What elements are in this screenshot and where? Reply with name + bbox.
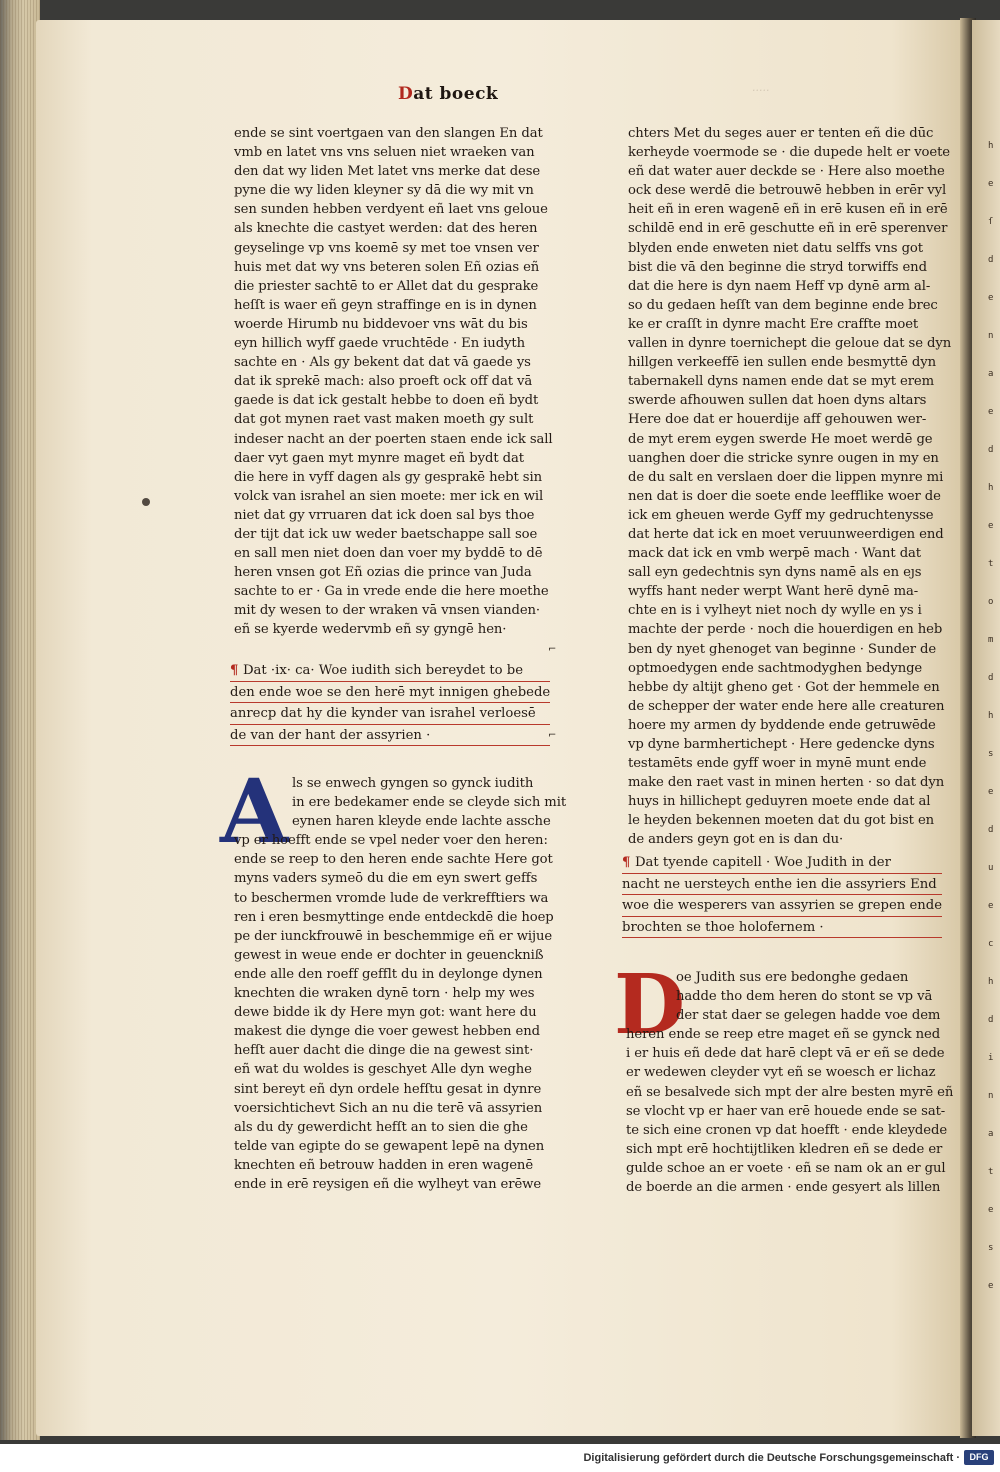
text-line: huys in hillichept geduyren moete ende dat al: [628, 794, 931, 810]
text-line: brochten se thoe holofernem ·: [622, 917, 942, 939]
next-page-text-fragment: t: [988, 1167, 994, 1177]
text-line: heit eñ in eren wagenē eñ in erē kusen eñ in erē: [628, 202, 948, 218]
text-line: ke er craſſt in dynre macht Ere craffte moet: [628, 316, 919, 332]
text-line: vallen in dynre toernichept die geloue dat se dyn: [628, 336, 952, 352]
text-line: ick em gheuen werde Gyff my gedruchtenysse: [628, 507, 934, 523]
text-line: schildē end in erē geschutte eñ in erē sperenver: [628, 221, 948, 237]
next-page-text-fragment: h: [988, 141, 994, 151]
next-page-text-fragment: e: [988, 179, 994, 189]
text-line: pe der iunckfrouwē in beschemmige eñ er wijue: [234, 928, 553, 944]
next-page-text-fragment: u: [988, 863, 994, 873]
text-line: dat herte dat ick en moet veruunweerdigen end: [628, 526, 944, 542]
illuminated-initial-d: D: [614, 957, 686, 1053]
next-page-text-fragment: a: [988, 1129, 994, 1139]
next-page-text-fragment: e: [988, 901, 994, 911]
text-line: testamēts ende gyff woer in mynē munt ende: [628, 756, 927, 772]
text-line: anrecp dat hy die kynder van israhel verloesē: [230, 703, 550, 725]
text-line: knechten eñ betrouw hadden in eren wagenē: [234, 1157, 534, 1173]
text-line: makest die dynge die voer gewest hebben end: [234, 1024, 540, 1040]
text-line: der tijt dat ick uw weder baetschappe sall soe: [234, 526, 538, 542]
margin-mark: ⌐: [548, 644, 557, 655]
text-line: heren ende se reep etre maget eñ se gynck ned: [626, 1027, 941, 1043]
next-page-text-fragment: t: [988, 559, 994, 569]
text-line: eñ se besalvede sich mpt der alre besten myrē eñ: [626, 1084, 954, 1100]
text-line: oe Judith sus ere bedonghe gedaen: [676, 970, 909, 985]
next-page-text-fragment: d: [988, 445, 994, 455]
text-line: mit dy wesen to der wraken vā vnsen vianden·: [234, 603, 541, 619]
text-line: en sall men niet doen dan voer my byddē to dē: [234, 546, 543, 562]
text-line: ende se reep to den heren ende sachte Here got: [234, 852, 553, 868]
text-line: nen dat is doer die soete ende leefflike woer de: [628, 488, 941, 504]
text-line: de anders geyn got en is dan du·: [628, 832, 844, 848]
text-line: de du salt en verslaen doer die lippen mynre mi: [628, 469, 944, 485]
right-column-text-bottom: [626, 968, 953, 1197]
text-line: der stat daer se gelegen hadde voe dem: [676, 1008, 941, 1024]
next-page-text-fragment: n: [988, 1091, 994, 1101]
next-page-text-fragment: i: [988, 1053, 994, 1063]
text-line: vp dyne barmhertichept · Here gedencke dyns: [628, 737, 935, 752]
text-line: heren vnsen got Eñ ozias die prince van Juda: [234, 565, 532, 581]
next-page-text-fragment: s: [988, 749, 994, 759]
text-line: in ere bedekamer ende se cleyde sich mit: [292, 795, 567, 811]
text-line: heſſt is waer eñ geyn straffinge en is in dynen: [234, 297, 537, 313]
text-line: sint bereyt eñ dyn ordele hefſtu gesat in dynre: [234, 1081, 542, 1097]
text-line: gulde schoe an er voete · eñ se nam ok an er gul: [626, 1160, 946, 1176]
text-line: ren i eren besmyttinge ende entdeckdē die hoep: [234, 909, 554, 925]
text-line: telde van egipte do se gewapent lepē na dynen: [234, 1138, 545, 1154]
text-line: kerheyde voermode se · die dupede helt er voete: [628, 145, 950, 161]
text-line: hillgen verkeeffē ien sullen ende besmyttē dyn: [628, 355, 936, 371]
text-line: de myt erem eygen swerde He moet werdē ge: [628, 431, 933, 447]
next-page-text-fragment: d: [988, 1015, 994, 1025]
text-line: ende se sint voertgaen van den slangen En dat: [234, 126, 543, 141]
dfg-logo: DFG: [964, 1450, 994, 1465]
text-line: vp er hoefft ende se vpel neder voer den heren:: [234, 833, 548, 849]
text-line: se vlocht vp er haer van erē houede ende se sat-: [626, 1103, 946, 1119]
margin-mark: ⌐: [548, 730, 557, 741]
next-page-text-fragment: c: [988, 939, 994, 949]
text-line: myns vaders symeō du die em eyn swert geffs: [234, 871, 538, 887]
text-line: tabernakell dyns namen ende dat se myt erem: [628, 374, 935, 390]
text-line: swerde afhouwen sullen dat hoen dyns altars: [628, 393, 927, 409]
text-line: gewest in weue ende er dochter in geuenckniß: [234, 947, 544, 963]
running-title-text: at boeck: [413, 84, 499, 104]
text-line: volck van israhel an sien moete: mer ick en wil: [234, 488, 544, 504]
text-line: ock dese werdē die betrouwē hebben in erēr vyl: [628, 183, 947, 199]
text-line: i er huis eñ dede dat harē clept vā er eñ se dede: [626, 1046, 945, 1062]
text-line: eynen haren kleyde ende lachte assche: [292, 814, 551, 830]
text-line: eyn hillich wyff gaede vruchtēde · En iudyth: [234, 336, 525, 352]
text-line: dewe bidde ik dy Here myn got: want here du: [234, 1005, 537, 1021]
text-line: dat got mynen raet vast maken moeth gy sult: [234, 412, 534, 428]
text-line: blyden ende enweten niet datu selffs vns got: [628, 240, 923, 256]
next-page-text-fragment: d: [988, 673, 994, 683]
text-line: pyne die wy liden kleyner sy dā die wy mit vn: [234, 183, 534, 199]
text-line: machte der perde · noch die houerdigen en heb: [628, 622, 943, 638]
text-line: to beschermen vromde lude de verkrefftiers wa: [234, 890, 549, 906]
text-line: Here doe dat er houerdije aff gehouwen wer-: [628, 412, 927, 428]
illuminated-initial-a: A: [220, 759, 289, 863]
text-line: eñ dat water auer deckde se · Here also moethe: [628, 164, 945, 180]
next-page-text-fragment: n: [988, 331, 994, 341]
next-page-text-fragment: e: [988, 293, 994, 303]
footer-bar: [0, 1444, 1000, 1472]
text-line: die priester sachtē to er Allet dat du gesprake: [234, 278, 539, 294]
text-line: chters Met du seges auer er tenten eñ die dūc: [628, 126, 934, 141]
text-line: [622, 852, 942, 874]
text-line: als du dy gewerdicht hefſt an to sien die ghe: [234, 1119, 528, 1135]
text-line: [230, 660, 550, 682]
text-line: hefſt auer dacht die dinge die na gewest sint·: [234, 1043, 534, 1059]
text-line: wyffs hant neder werpt Want herē dynē ma-: [628, 584, 919, 600]
text-line: gaede is dat ick gestalt hebbe to doen eñ bydt: [234, 393, 539, 409]
next-page-text-fragment: m: [988, 635, 994, 645]
heading-text: Dat tyende capitell · Woe Judith in der: [634, 855, 891, 870]
next-page-text-fragment: e: [988, 521, 994, 531]
text-line: de van der hant der assyrien ·: [230, 725, 550, 747]
next-page-edge: [972, 20, 1000, 1436]
pilcrow-mark: ¶: [230, 663, 243, 678]
text-line: daer vyt gaen myt mynre maget eñ bydt dat: [234, 450, 524, 466]
left-column-text-top: [234, 124, 553, 640]
next-page-text-fragment: e: [988, 787, 994, 797]
text-line: sich mpt erē hochtijtliken kledren eñ se dede er: [626, 1141, 943, 1157]
text-line: de boerde an die armen · ende gesyert als lillen: [626, 1180, 941, 1196]
text-line: ben dy nyet ghenoget van beginne · Sunder de: [628, 641, 937, 657]
text-line: woerde Hirumb nu biddevoer vns wāt du bis: [234, 316, 528, 332]
text-line: mack dat ick en vmb werpē mach · Want dat: [628, 546, 922, 562]
text-line: dat ik sprekē mach: also proeft ock off dat vā: [234, 374, 533, 390]
text-line: eñ se kyerde wedervmb eñ sy gyngē hen·: [234, 622, 507, 638]
right-column-text-top: [628, 124, 951, 850]
text-line: knechten die wraken dynē torn · help my wes: [234, 986, 535, 1002]
text-line: te sich eine cronen vp dat hoefft · ende kleydede: [626, 1122, 948, 1138]
text-line: ende in erē reysigen eñ die wylheyt van erēwe: [234, 1176, 542, 1192]
text-line: eñ wat du woldes is geschyet Alle dyn weghe: [234, 1062, 532, 1078]
text-line: als knechte die castyet werden: dat des heren: [234, 221, 538, 237]
text-line: hoere my armen dy byddende ende getruwēde: [628, 717, 936, 733]
left-chapter-heading: [230, 660, 550, 746]
text-line: niet dat gy vrruaren dat ick doen sal bys thoe: [234, 507, 535, 523]
library-stamp: ·····: [752, 84, 770, 97]
text-line: sen sunden hebben verdyent eñ laet vns geloue: [234, 202, 548, 218]
next-page-text-fragment: e: [988, 1281, 994, 1291]
text-line: woe die wesperers van assyrien se grepen ende: [622, 895, 942, 917]
text-line: nacht ne uersteych enthe ien die assyriers End: [622, 874, 942, 896]
text-line: den ende woe se den herē myt innigen ghebede: [230, 682, 550, 704]
funding-notice: Digitalisierung gefördert durch die Deutsche Forschungsgemeinschaft ·: [583, 1452, 960, 1464]
text-line: bist die vā den beginne die stryd torwiffs end: [628, 259, 927, 275]
left-column-text-bottom: [234, 774, 566, 1194]
text-line: uanghen doer die stricke synre ougen in my en: [628, 450, 939, 466]
text-line: de schepper der water ende here alle creaturen: [628, 698, 945, 714]
next-page-text-fragment: e: [988, 1205, 994, 1215]
running-title: [398, 84, 498, 104]
text-line: vmb en latet vns vns seluen niet wraeken van: [234, 145, 535, 161]
text-line: dat die here is dyn naem Heff vp dynē arm al-: [628, 278, 931, 294]
next-page-text-fragment: h: [988, 483, 994, 493]
pilcrow-mark: ¶: [622, 855, 635, 870]
next-page-text-fragment: d: [988, 255, 994, 265]
text-line: sachte en · Als gy bekent dat dat vā gaede ys: [234, 355, 531, 371]
text-line: le heyden bekennen moeten dat du got bist en: [628, 813, 935, 829]
next-page-text-fragment: h: [988, 977, 994, 987]
next-page-text-fragment: s: [988, 1243, 994, 1253]
text-line: voersichtichevt Sich an nu die terē vā assyrien: [234, 1100, 543, 1116]
text-line: so du gedaen heſſt van dem beginne ende brec: [628, 297, 938, 313]
next-page-text-fragment: h: [988, 711, 994, 721]
text-line: indeser nacht an der poerten staen ende ick sall: [234, 431, 553, 447]
text-line: make den raet vast in minen herten · so dat dyn: [628, 775, 945, 791]
text-line: den dat wy liden Met latet vns merke dat dese: [234, 164, 541, 180]
text-line: optmoedygen ende sachtmodyghen bedynge: [628, 660, 923, 676]
text-line: er wedewen cleyder vyt eñ se woesch er lichaz: [626, 1065, 936, 1081]
text-line: huis met dat wy vns beteren solen Eñ ozias eñ: [234, 259, 540, 275]
text-line: ls se enwech gyngen so gynck iudith: [292, 776, 534, 791]
text-line: sachte to er · Ga in vrede ende die here moethe: [234, 584, 549, 600]
book-left-edge: [0, 0, 40, 1440]
text-line: ende alle den roeff gefflt du in deylonge dynen: [234, 966, 543, 982]
text-line: chte en is i vylheyt niet noch dy wylle en ys i: [628, 603, 922, 619]
next-page-text-fragment: ſ: [988, 217, 994, 227]
text-line: die here in vyff dagen als gy gesprakē hebt sin: [234, 469, 542, 485]
running-title-initial: D: [398, 84, 414, 104]
text-line: geyselinge vp vns koemē sy met toe vnsen ver: [234, 240, 539, 256]
next-page-text-fragment: o: [988, 597, 994, 607]
text-line: sall eyn gedechtnis syn dyns namē als en eȷs: [628, 565, 922, 581]
next-page-text-fragment: d: [988, 825, 994, 835]
next-page-text-fragment: a: [988, 369, 994, 379]
heading-text: Dat ·ix· ca· Woe iudith sich bereydet to be: [242, 663, 523, 678]
ink-smudge: [142, 498, 150, 506]
next-page-text-fragment: e: [988, 407, 994, 417]
right-chapter-heading: [622, 852, 942, 938]
text-line: hadde tho dem heren do stont se vp vā: [676, 989, 933, 1005]
text-line: hebbe dy altijt gheno get · Got der hemmele en: [628, 679, 940, 695]
